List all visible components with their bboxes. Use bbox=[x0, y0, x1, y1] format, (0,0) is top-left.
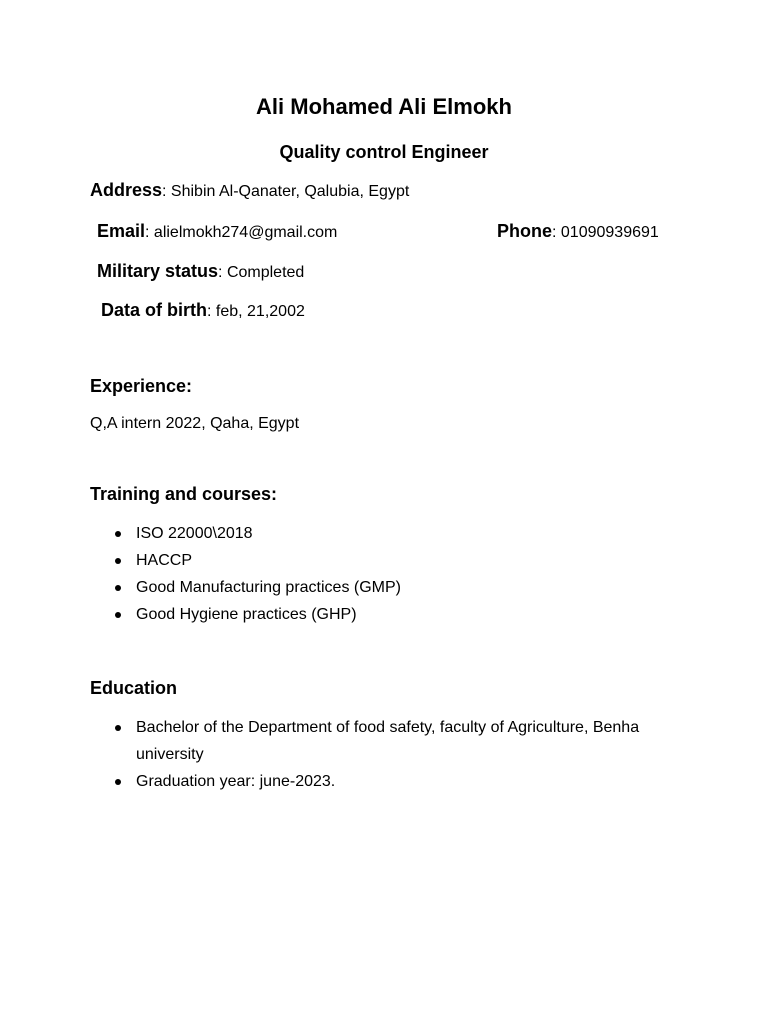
experience-text: Q,A intern 2022, Qaha, Egypt bbox=[90, 415, 300, 432]
email-line bbox=[97, 221, 337, 242]
bullet-icon bbox=[115, 779, 121, 785]
candidate-name: Ali Mohamed Ali Elmokh bbox=[256, 94, 512, 119]
education-heading: Education bbox=[90, 678, 178, 698]
bullet-icon bbox=[115, 612, 121, 618]
list-item bbox=[90, 768, 690, 795]
training-heading: Training and courses: bbox=[90, 484, 278, 504]
phone-label: Phone bbox=[497, 221, 553, 241]
job-title: Quality control Engineer bbox=[279, 142, 489, 162]
education-list bbox=[90, 714, 690, 795]
email-value: : alielmokh274@gmail.com bbox=[145, 224, 338, 241]
education-item: Bachelor of the Department of food safety, faculty of Agriculture, Benha university bbox=[136, 719, 640, 763]
birth-date-line bbox=[101, 300, 305, 321]
bullet-icon bbox=[115, 585, 121, 591]
training-item: Good Manufacturing practices (GMP) bbox=[136, 579, 401, 596]
training-item: HACCP bbox=[136, 552, 193, 569]
list-item bbox=[90, 601, 690, 628]
list-item bbox=[90, 714, 690, 768]
address-line bbox=[90, 180, 409, 201]
list-item bbox=[90, 520, 690, 547]
address-label: Address bbox=[90, 180, 163, 200]
training-item: ISO 22000\2018 bbox=[136, 525, 253, 542]
phone-line bbox=[497, 221, 659, 242]
military-status-line bbox=[97, 261, 304, 282]
birth-date-label: Data of birth bbox=[101, 300, 207, 320]
training-list bbox=[90, 520, 690, 628]
military-status-value: : Completed bbox=[218, 264, 305, 281]
bullet-icon bbox=[115, 558, 121, 564]
email-label: Email bbox=[97, 221, 146, 241]
list-item bbox=[90, 547, 690, 574]
experience-heading: Experience: bbox=[90, 376, 193, 396]
list-item bbox=[90, 574, 690, 601]
training-item: Good Hygiene practices (GHP) bbox=[136, 606, 357, 623]
address-value: : Shibin Al-Qanater, Qalubia, Egypt bbox=[162, 183, 410, 200]
bullet-icon bbox=[115, 531, 121, 537]
birth-date-value: : feb, 21,2002 bbox=[207, 303, 305, 320]
phone-value: : 01090939691 bbox=[552, 224, 659, 241]
education-item: Graduation year: june-2023. bbox=[136, 773, 336, 790]
bullet-icon bbox=[115, 725, 121, 731]
military-status-label: Military status bbox=[97, 261, 219, 281]
